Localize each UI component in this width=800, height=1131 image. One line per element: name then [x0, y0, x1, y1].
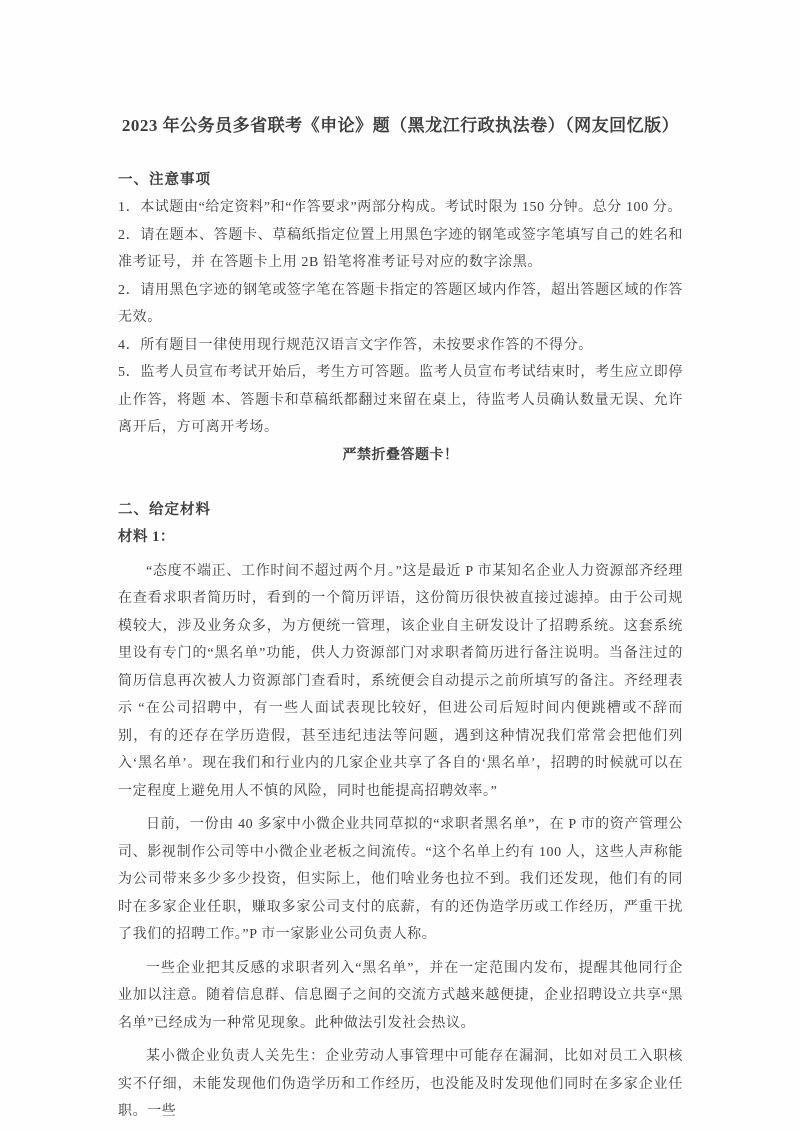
spacer: [118, 469, 683, 497]
document-title: 2023 年公务员多省联考《申论》题（黑龙江行政执法卷）（网友回忆版）: [121, 116, 680, 135]
notice-item-3: 2．请用黑色字迹的钢笔或签字笔在答题卡指定的答题区域内作答，超出答题区域的作答无效。: [118, 282, 683, 325]
material-1-label: 材料 1：: [118, 529, 175, 545]
fold-warning-text: 严禁折叠答题卡！: [342, 447, 459, 463]
material-paragraph-2: 日前，一份由 40 多家中小微企业共同草拟的“求职者黑名单”，在 P 市的资产管理公司、影视制作公司等中小微企业老板之间流传。“这个名单上约有 100 人，这些人声称能为公司带来多少多少投资，但实际上，他们啥业务也拉不到。我们还发现，他们有的同时在多家企业任职，赚取多家公司支付的底薪，有的还伪造学历或工作经历，严重干扰了我们的招聘工作。”P 市一家影业公司负责人称。: [118, 817, 683, 942]
notice-item-1: 1．本试题由“给定资料”和“作答要求”两部分构成。考试时限为 150 分钟。总分 100 分。: [118, 200, 683, 215]
material-paragraph-3: 一些企业把其反感的求职者列入“黑名单”，并在一定范围内发布，提醒其他同行企业加以注意。随着信息群、信息圈子之间的交流方式越来越便捷，企业招聘设立共享“黑名单”已经成为一种常见现象。此种做法引发社会热议。: [118, 960, 683, 1031]
material-paragraph-1: “态度不端正、工作时间不超过两个月。”这是最近 P 市某知名企业人力资源部齐经理在查看求职者简历时，看到的一个简历评语，这份简历很快被直接过滤掉。由于公司规模较大，涉及业务众多，为方便统一管理，该企业自主研发设计了招聘系统。这套系统里设有专门的“黑名单”功能，供人力资源部门对求职者简历进行备注说明。当备注过的简历信息再次被人力资源部门查看时，系统便会自动提示之前所填写的备注。齐经理表示 “在公司招聘中，有一些人面试表现比较好，但进公司后短时间内便跳槽或不辞而别，有的还存在学历造假，甚至违纪违法等问题，遇到这种情况我们常常会把他们列入‘黑名单’。现在我们和行业内的几家企业共享了各自的‘黑名单’，招聘的时候就可以在一定程度上避免用人不慎的风险，同时也能提高招聘效率。”: [118, 563, 683, 799]
material-paragraph-4: 某小微企业负责人关先生：企业劳动人事管理中可能存在漏洞，比如对员工入职核实不仔细，未能发现他们伪造学历和工作经历，也没能及时发现他们同时在多家企业任职。一些: [118, 1049, 683, 1119]
notice-item-2: 2．请在题本、答题卡、草稿纸指定位置上用黑色字迹的钢笔或签字笔填写自己的姓名和准考证号，并 在答题卡上用 2B 铅笔将准考证号对应的数字涂黑。: [118, 227, 683, 270]
section-materials-heading: 二、给定材料: [118, 501, 211, 518]
section-notes-heading: 一、注意事项: [118, 171, 211, 188]
notice-item-5: 5．监考人员宣布考试开始后，考生方可答题。监考人员宣布考试结束时，考生应立即停止作答，将题 本、答题卡和草稿纸都翻过来留在桌上，待监考人员确认数量无误、允许离开后，方可离开考场。: [118, 365, 683, 435]
notice-item-4: 4．所有题目一律使用现行规范汉语言文字作答，未按要求作答的不得分。: [118, 337, 593, 353]
